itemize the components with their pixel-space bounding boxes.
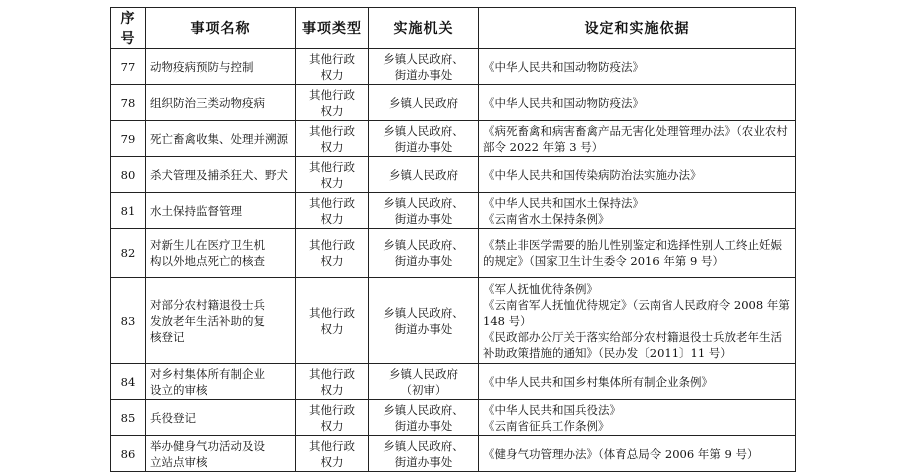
table-header-row	[111, 8, 796, 49]
cell-name	[146, 278, 296, 364]
org-line: （初审）	[400, 382, 447, 397]
type-line: 其他行政	[309, 87, 355, 102]
name-line: 水土保持监督管理	[150, 203, 242, 218]
cell-name	[146, 193, 296, 229]
type-line: 其他行政	[309, 402, 355, 417]
org-line: 乡镇人民政府、	[383, 402, 464, 417]
name-line: 对乡村集体所有制企业	[150, 366, 265, 381]
cell-org	[369, 436, 479, 472]
basis-line: 《民政部办公厅关于落实给部分农村籍退役士兵放老年生活补助政策措施的通知》（民办发〔2011〕11 号）	[483, 329, 782, 360]
type-line: 其他行政	[309, 51, 355, 66]
cell-org	[369, 229, 479, 278]
basis-line: 《云南省军人抚恤优待规定》（云南省人民政府令 2008 年第 148 号）	[483, 297, 790, 328]
cell-type	[296, 278, 369, 364]
cell-basis	[479, 278, 796, 364]
cell-basis	[479, 85, 796, 121]
cell-org	[369, 49, 479, 85]
name-line: 死亡畜禽收集、处理并溯源	[150, 131, 288, 146]
type-line: 其他行政	[309, 366, 355, 381]
cell-basis	[479, 193, 796, 229]
org-line: 乡镇人民政府、	[383, 195, 464, 210]
cell-type	[296, 364, 369, 400]
name-line: 核登记	[150, 329, 185, 344]
cell-no: 81	[111, 193, 146, 229]
basis-line: 《中华人民共和国动物防疫法》	[483, 95, 644, 110]
table-row	[111, 121, 796, 157]
cell-name	[146, 229, 296, 278]
cell-org	[369, 157, 479, 193]
cell-name	[146, 436, 296, 472]
header-basis: 设定和实施依据	[479, 8, 796, 49]
cell-no: 80	[111, 157, 146, 193]
org-line: 乡镇人民政府	[389, 366, 458, 381]
type-line: 其他行政	[309, 159, 355, 174]
cell-no: 84	[111, 364, 146, 400]
org-line: 乡镇人民政府	[389, 95, 458, 110]
cell-no: 86	[111, 436, 146, 472]
org-line: 街道办事处	[394, 67, 453, 82]
name-line: 举办健身气功活动及设	[150, 438, 265, 453]
items-table	[110, 7, 796, 472]
type-line: 权力	[320, 454, 344, 469]
basis-line: 《中华人民共和国兵役法》	[483, 402, 621, 417]
cell-name	[146, 400, 296, 436]
org-line: 乡镇人民政府、	[383, 305, 464, 320]
basis-line: 《禁止非医学需要的胎儿性别鉴定和选择性别人工终止妊娠的规定》（国家卫生计生委令 2016 年第 9 号）	[483, 238, 782, 268]
org-line: 乡镇人民政府、	[383, 51, 464, 66]
name-line: 兵役登记	[150, 410, 196, 425]
type-line: 其他行政	[309, 195, 355, 210]
org-line: 街道办事处	[394, 211, 453, 226]
table-row	[111, 278, 796, 364]
org-line: 乡镇人民政府、	[383, 438, 464, 453]
org-line: 街道办事处	[394, 254, 453, 268]
type-line: 权力	[320, 211, 344, 226]
cell-type	[296, 229, 369, 278]
cell-basis	[479, 364, 796, 400]
org-line: 街道办事处	[394, 418, 453, 433]
basis-line: 《病死畜禽和病害畜禽产品无害化处理管理办法》（农业农村部令 2022 年第 3 号）	[483, 123, 788, 154]
table-row	[111, 85, 796, 121]
type-line: 权力	[320, 254, 344, 268]
basis-line: 《中华人民共和国动物防疫法》	[483, 59, 644, 74]
cell-no: 82	[111, 229, 146, 278]
table-row	[111, 157, 796, 193]
type-line: 权力	[320, 67, 344, 82]
basis-line: 《健身气功管理办法》（体育总局令 2006 年第 9 号）	[483, 446, 759, 461]
table-row	[111, 229, 796, 278]
cell-type	[296, 400, 369, 436]
table-row	[111, 436, 796, 472]
table-body	[111, 49, 796, 472]
cell-no: 78	[111, 85, 146, 121]
cell-type	[296, 85, 369, 121]
cell-name	[146, 49, 296, 85]
header-type: 事项类型	[296, 8, 369, 49]
table-row	[111, 193, 796, 229]
header-name: 事项名称	[146, 8, 296, 49]
name-line: 立站点审核	[150, 454, 208, 469]
cell-name	[146, 364, 296, 400]
cell-type	[296, 193, 369, 229]
cell-name	[146, 157, 296, 193]
type-line: 权力	[320, 103, 344, 118]
org-line: 街道办事处	[394, 139, 453, 154]
name-line: 对新生儿在医疗卫生机	[150, 238, 265, 252]
basis-line: 《中华人民共和国传染病防治法实施办法》	[483, 167, 702, 182]
cell-no: 83	[111, 278, 146, 364]
org-line: 乡镇人民政府、	[383, 238, 464, 252]
cell-type	[296, 121, 369, 157]
header-no: 序号	[111, 8, 146, 49]
name-line: 杀犬管理及捕杀狂犬、野犬	[150, 167, 288, 182]
basis-line: 《中华人民共和国水土保持法》	[483, 195, 644, 210]
cell-basis	[479, 229, 796, 278]
type-line: 权力	[320, 418, 344, 433]
cell-org	[369, 121, 479, 157]
cell-org	[369, 193, 479, 229]
name-line: 构以外地点死亡的核查	[150, 254, 265, 268]
cell-org	[369, 85, 479, 121]
name-line: 动物疫病预防与控制	[150, 59, 254, 74]
type-line: 权力	[320, 175, 344, 190]
name-line: 对部分农村籍退役士兵	[150, 297, 265, 312]
cell-no: 79	[111, 121, 146, 157]
cell-org	[369, 278, 479, 364]
table-row	[111, 49, 796, 85]
cell-type	[296, 436, 369, 472]
cell-basis	[479, 400, 796, 436]
basis-line: 《云南省征兵工作条例》	[483, 418, 610, 433]
cell-name	[146, 85, 296, 121]
name-line: 组织防治三类动物疫病	[150, 95, 265, 110]
cell-type	[296, 157, 369, 193]
cell-name	[146, 121, 296, 157]
cell-org	[369, 400, 479, 436]
org-line: 乡镇人民政府、	[383, 123, 464, 138]
type-line: 权力	[320, 321, 344, 336]
type-line: 权力	[320, 139, 344, 154]
cell-basis	[479, 49, 796, 85]
table-row	[111, 400, 796, 436]
document-page	[110, 7, 795, 472]
cell-no: 77	[111, 49, 146, 85]
cell-org	[369, 364, 479, 400]
type-line: 其他行政	[309, 305, 355, 320]
basis-line: 《云南省水土保持条例》	[483, 211, 610, 226]
table-row	[111, 364, 796, 400]
type-line: 其他行政	[309, 123, 355, 138]
basis-line: 《中华人民共和国乡村集体所有制企业条例》	[483, 374, 713, 389]
type-line: 权力	[320, 382, 344, 397]
name-line: 设立的审核	[150, 382, 208, 397]
org-line: 乡镇人民政府	[389, 167, 458, 182]
cell-basis	[479, 436, 796, 472]
type-line: 其他行政	[309, 438, 355, 453]
name-line: 发放老年生活补助的复	[150, 313, 265, 328]
header-org: 实施机关	[369, 8, 479, 49]
type-line: 其他行政	[309, 238, 355, 252]
cell-type	[296, 49, 369, 85]
org-line: 街道办事处	[394, 454, 453, 469]
cell-no: 85	[111, 400, 146, 436]
cell-basis	[479, 121, 796, 157]
basis-line: 《军人抚恤优待条例》	[483, 281, 598, 296]
cell-basis	[479, 157, 796, 193]
org-line: 街道办事处	[394, 321, 453, 336]
